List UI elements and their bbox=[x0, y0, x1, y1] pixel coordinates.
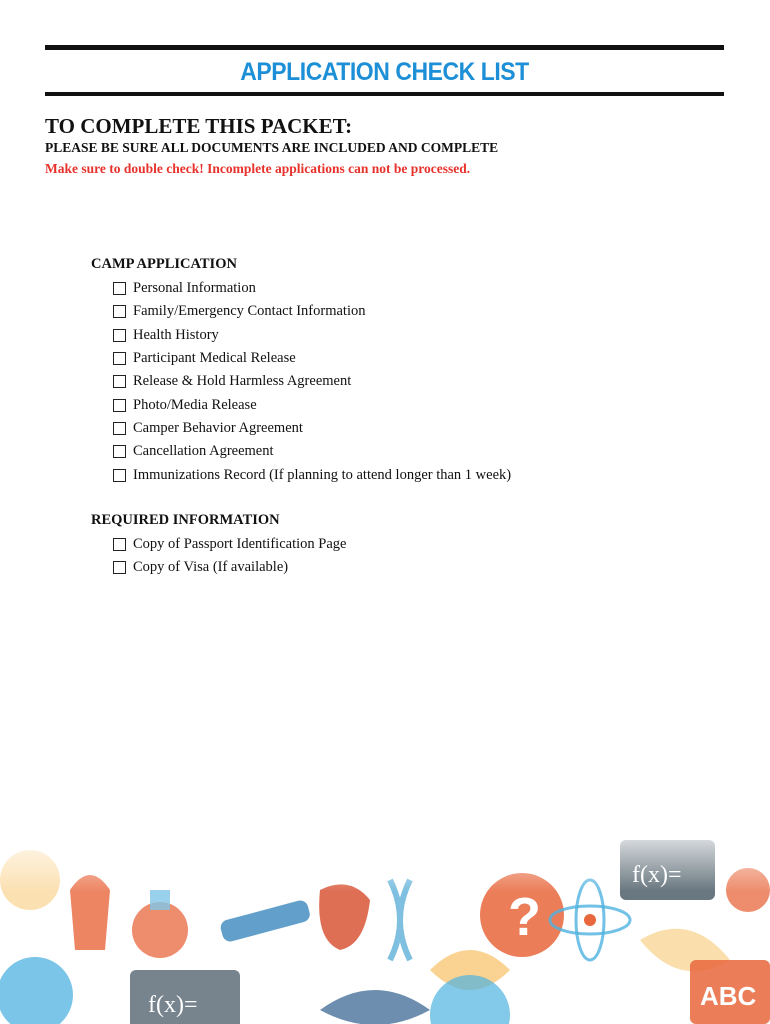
packet-heading: TO COMPLETE THIS PACKET: bbox=[45, 114, 353, 138]
camp-application-section bbox=[91, 256, 511, 487]
checklist-item bbox=[91, 277, 511, 300]
item-label: Family/Emergency Contact Information bbox=[133, 303, 366, 320]
bottom-rule bbox=[45, 92, 724, 96]
required-information-section bbox=[91, 512, 346, 580]
checklist-item bbox=[91, 370, 511, 393]
checklist-item bbox=[91, 556, 346, 579]
item-label: Participant Medical Release bbox=[133, 350, 296, 367]
decorative-education-illustration bbox=[0, 820, 770, 1024]
top-rule bbox=[45, 45, 724, 50]
section-title: REQUIRED INFORMATION bbox=[91, 512, 280, 528]
checklist-item bbox=[91, 300, 511, 323]
checkbox[interactable] bbox=[113, 282, 126, 295]
item-label: Copy of Visa (If available) bbox=[133, 559, 289, 576]
page-title: APPLICATION CHECK LIST bbox=[240, 58, 529, 86]
checklist-item bbox=[91, 324, 511, 347]
item-label: Personal Information bbox=[133, 280, 256, 297]
checkbox[interactable] bbox=[113, 469, 126, 482]
item-label: Release & Hold Harmless Agreement bbox=[133, 373, 352, 390]
checkbox[interactable] bbox=[113, 329, 126, 342]
item-label: Photo/Media Release bbox=[133, 396, 257, 413]
checkbox[interactable] bbox=[113, 538, 126, 551]
item-label: Copy of Passport Identification Page bbox=[133, 536, 347, 553]
item-label: Cancellation Agreement bbox=[133, 443, 274, 460]
checkbox[interactable] bbox=[113, 422, 126, 435]
section-title: CAMP APPLICATION bbox=[91, 256, 237, 272]
checklist-item bbox=[91, 417, 511, 440]
checklist-item bbox=[91, 463, 511, 486]
instruction-warning: Make sure to double check! Incomplete applications can not be processed. bbox=[45, 161, 471, 176]
instruction-line-1: PLEASE BE SURE ALL DOCUMENTS ARE INCLUDED AND COMPLETE bbox=[45, 140, 499, 155]
checkbox[interactable] bbox=[113, 445, 126, 458]
checklist-item bbox=[91, 347, 511, 370]
item-label: Camper Behavior Agreement bbox=[133, 419, 303, 436]
checkbox[interactable] bbox=[113, 561, 126, 574]
checklist-item bbox=[91, 440, 511, 463]
checklist-item bbox=[91, 533, 346, 556]
checkbox[interactable] bbox=[113, 352, 126, 365]
checkbox[interactable] bbox=[113, 305, 126, 318]
item-label: Immunizations Record (If planning to attend longer than 1 week) bbox=[133, 466, 512, 483]
checkbox[interactable] bbox=[113, 399, 126, 412]
item-label: Health History bbox=[133, 326, 219, 343]
checklist-item bbox=[91, 393, 511, 416]
checkbox[interactable] bbox=[113, 375, 126, 388]
